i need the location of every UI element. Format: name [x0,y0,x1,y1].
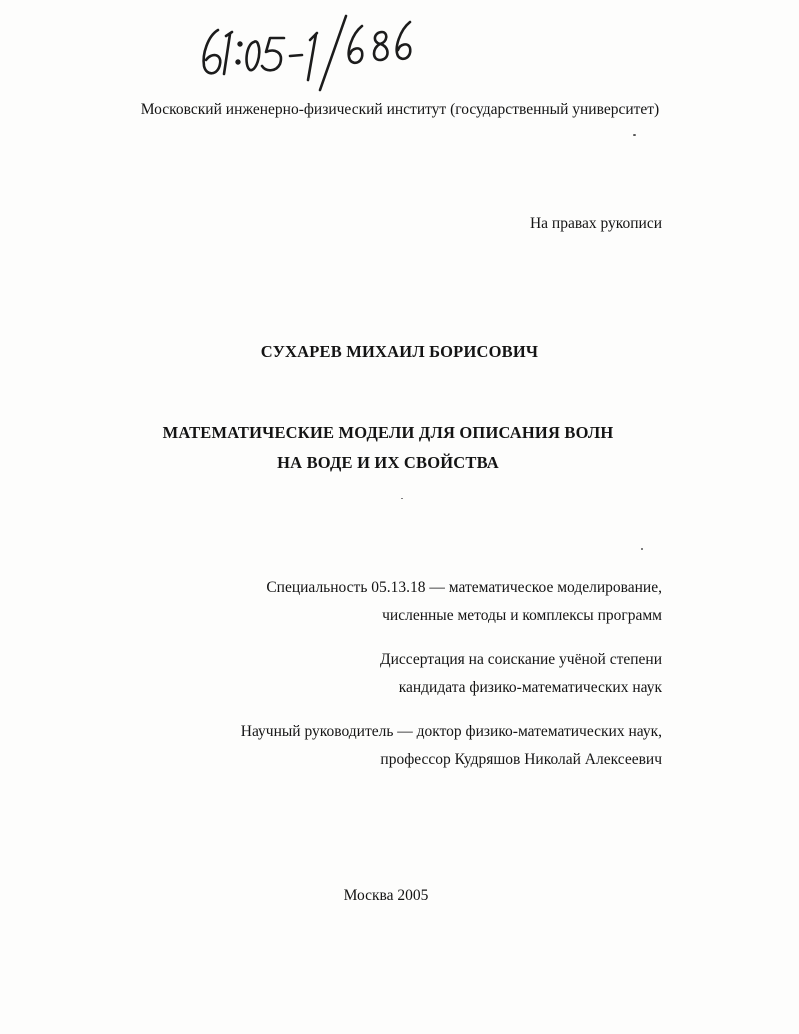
supervisor-line: профессор Кудряшов Николай Алексеевич [380,751,662,768]
paper-speck [401,498,403,499]
degree-line: Диссертация на соискание учёной степени [380,651,662,668]
degree-line: кандидата физико-математических наук [398,679,662,696]
title-line: МАТЕМАТИЧЕСКИЕ МОДЕЛИ ДЛЯ ОПИСАНИЯ ВОЛН [162,423,614,442]
supervisor-block [241,718,662,774]
specialty-line: Специальность 05.13.18 — математическое моделирование, [266,579,662,596]
institute-name: Московский инженерно-физический институт (государственный университет) [140,101,660,118]
paper-speck [641,548,643,550]
rights-note: На правах рукописи [529,215,662,232]
dissertation-title [0,418,776,478]
handwritten-shelf-mark [196,14,428,92]
city-year: Москва 2005 [343,887,429,904]
specialty-line: численные методы и комплексы программ [382,607,662,624]
specialty-block [266,574,662,630]
degree-block [380,646,662,702]
supervisor-line: Научный руководитель — доктор физико-математических наук, [240,723,662,740]
author-name: СУХАРЕВ МИХАИЛ БОРИСОВИЧ [260,342,539,361]
title-line: НА ВОДЕ И ИХ СВОЙСТВА [277,453,499,472]
paper-speck [633,134,636,136]
